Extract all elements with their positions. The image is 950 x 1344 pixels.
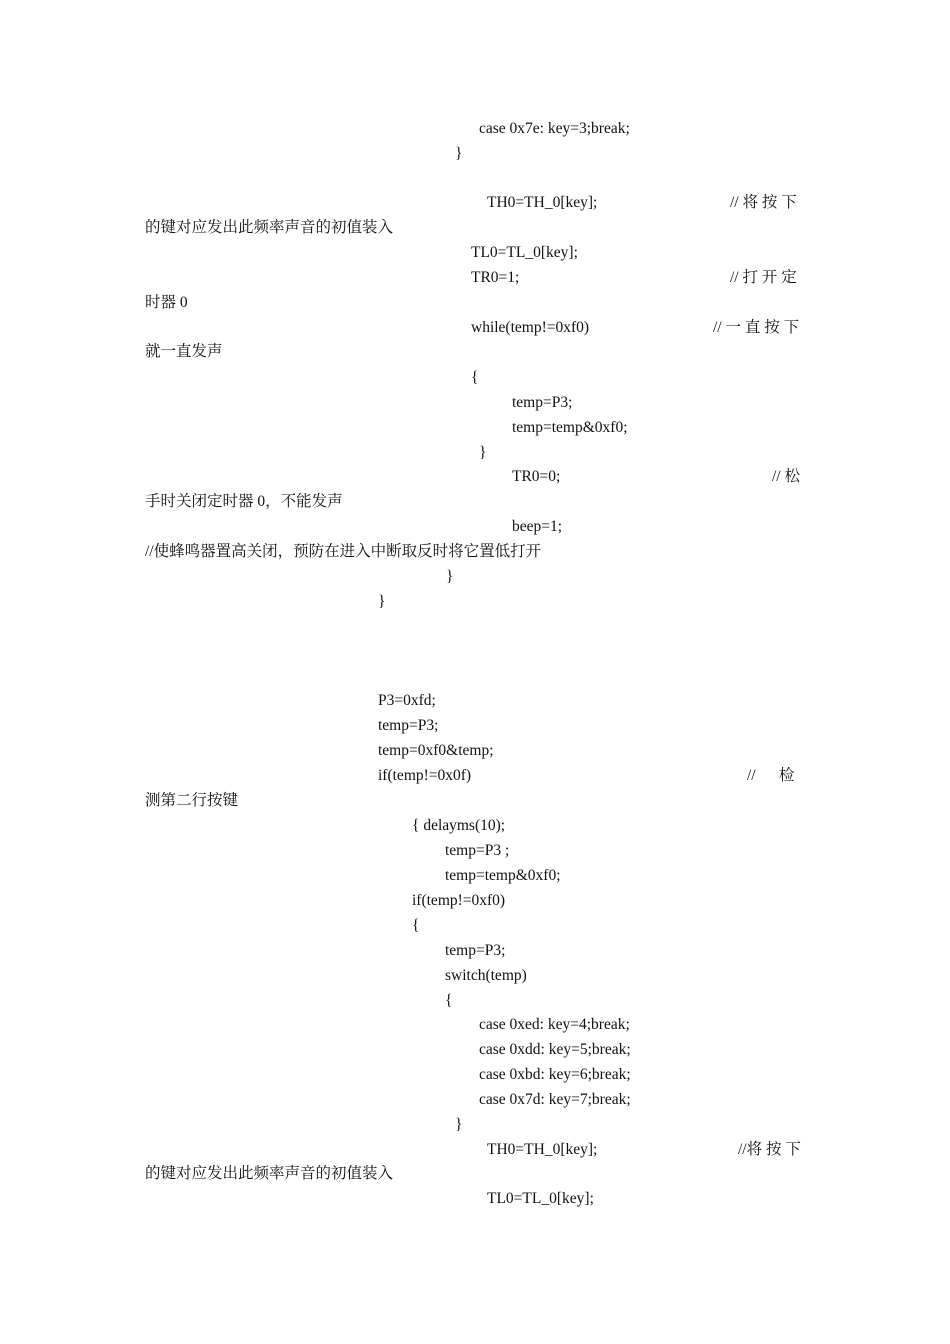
code-line: temp=temp&0xf0; xyxy=(445,867,561,884)
code-line: } xyxy=(378,593,386,610)
code-comment: // 打 开 定 xyxy=(730,269,797,286)
code-line: { xyxy=(445,992,453,1009)
code-comment: // 松 xyxy=(772,468,800,485)
code-line: beep=1; xyxy=(512,518,563,535)
code-line: P3=0xfd; xyxy=(378,692,436,709)
code-line: temp=P3; xyxy=(512,394,573,411)
code-comment: // 将 按 下 xyxy=(730,194,797,211)
code-line: temp=P3; xyxy=(378,717,439,734)
code-line: TL0=TL_0[key]; xyxy=(487,1190,594,1207)
code-comment-wrap: 手时关闭定时器 0，不能发声 xyxy=(145,493,343,510)
code-line: while(temp!=0xf0) xyxy=(471,319,590,336)
code-line: } xyxy=(455,1116,463,1133)
code-line: temp=temp&0xf0; xyxy=(512,419,628,436)
code-line: { xyxy=(471,369,479,386)
code-comment: // 检 xyxy=(747,767,795,784)
code-line: switch(temp) xyxy=(445,967,527,984)
code-comment-wrap: 时器 0 xyxy=(145,294,188,311)
code-line: } xyxy=(455,145,463,162)
code-comment-wrap: //使蜂鸣器置高关闭，预防在进入中断取反时将它置低打开 xyxy=(145,543,542,560)
code-line: { xyxy=(412,917,420,934)
code-line: case 0x7e: key=3;break; xyxy=(479,120,630,137)
code-line: temp=P3 ; xyxy=(445,842,510,859)
code-line: if(temp!=0x0f) xyxy=(378,767,472,784)
code-comment-wrap: 的键对应发出此频率声音的初值装入 xyxy=(145,1165,394,1182)
code-comment-wrap: 测第二行按键 xyxy=(145,792,239,809)
code-line: TH0=TH_0[key]; xyxy=(487,1141,598,1158)
code-line: case 0xbd: key=6;break; xyxy=(479,1066,631,1083)
code-line: } xyxy=(446,568,454,585)
code-comment: //将 按 下 xyxy=(738,1141,801,1158)
code-comment: // 一 直 按 下 xyxy=(713,319,800,336)
code-comment-wrap: 就一直发声 xyxy=(145,343,223,360)
code-line: case 0x7d: key=7;break; xyxy=(479,1091,631,1108)
code-line: TR0=1; xyxy=(471,269,520,286)
code-line: TH0=TH_0[key]; xyxy=(487,194,598,211)
code-line: case 0xed: key=4;break; xyxy=(479,1016,630,1033)
code-line: TR0=0; xyxy=(512,468,561,485)
code-line: temp=P3; xyxy=(445,942,506,959)
code-line: temp=0xf0&temp; xyxy=(378,742,494,759)
code-line: if(temp!=0xf0) xyxy=(412,892,506,909)
code-line: case 0xdd: key=5;break; xyxy=(479,1041,631,1058)
code-line: { delayms(10); xyxy=(412,817,506,834)
code-comment-wrap: 的键对应发出此频率声音的初值装入 xyxy=(145,219,394,236)
code-line: TL0=TL_0[key]; xyxy=(471,244,578,261)
code-line: } xyxy=(479,444,487,461)
